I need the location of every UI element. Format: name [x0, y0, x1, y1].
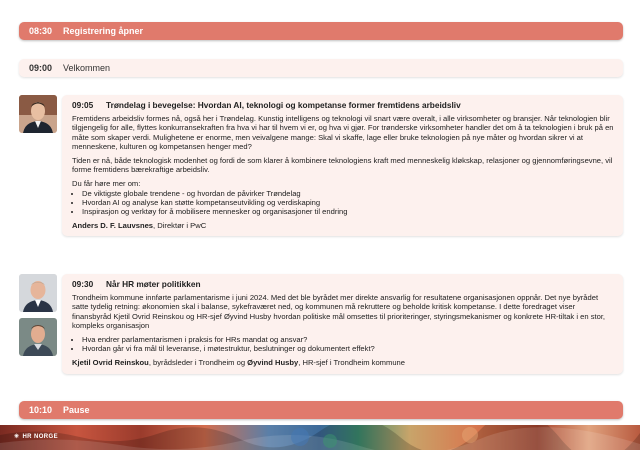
session-title: Når HR møter politikken: [106, 279, 201, 289]
speaker-name: Kjetil Ovrid Reinskou: [72, 358, 149, 368]
speaker-role: , Direktør i PwC: [153, 221, 207, 231]
speaker-avatar-reinskou: [19, 274, 57, 312]
registration-bar: [19, 22, 623, 40]
pause-time: 10:10: [29, 405, 53, 415]
session-description: Fremtidens arbeidsliv formes nå, også her i Trøndelag. Kunstig intelligens og teknologi vil snart være overalt, i alle virksomheter og bransjer. Når teknologien blir tilgjengelig for alle, flyttes konkurransekraften fra hva vi har til hvem vi er, og hva vi gjør. For trønderske virksomheter handler det om å ta teknologien i bruk på en måte som skaper verdi. Mulighetene er enorme, men veivalgene mange: Skal vi skaffe, lage eller bruke teknologien på nye måter og hvordan sikrer vi at menneskene, kulturen og kompetansen henger med?: [72, 114, 614, 151]
session-time: 09:30: [72, 279, 94, 289]
speaker-avatar-lauvsnes: [19, 95, 57, 133]
hr-norge-logo: [14, 433, 58, 440]
list-item: • Hvordan AI og analyse kan støtte kompetanseutvikling og verdiskaping: [82, 198, 615, 207]
registration-label: Registrering åpner: [63, 26, 144, 36]
session-description: Trondheim kommune innførte parlamentarisme i juni 2024. Med det ble byrådet mer direkte ansvarlig for resultatene organisasjonen oppnår. Det nye byrådet satte tydelig retning: økonomien skal i balanse, sykefraværet ned, og kommunen må rekruttere og beholde kritisk kompetanse. I dette foredraget viser finansbyråd Kjetil Ovrid Reinskou og HR-sjef Øyvind Husby hvordan politiske mål omsettes til prioriteringer, styringsmekanismer og konkrete HR-tiltak i en stor, kompleks organisasjon: [72, 293, 606, 330]
pause-bar: [19, 401, 623, 419]
list-item: • Hvordan går vi fra mål til leveranse, i møtestruktur, beslutninger og dokumentert effekt?: [82, 344, 615, 353]
pause-label: Pause: [63, 405, 90, 415]
registration-time: 08:30: [29, 26, 53, 36]
session-description-2: Tiden er nå, både teknologisk modenhet og fordi de som klarer å kombinere teknologiens kraft med menneskelig kløkskap, relasjoner og gjennomføringsevne, vil forme fremtidens bærekraftige arbeidsliv.: [72, 156, 613, 175]
welcome-bar: [19, 59, 623, 77]
footer-pattern: [0, 425, 640, 450]
question-list: [72, 335, 615, 353]
speaker-line: [72, 358, 615, 367]
speaker-name: Anders D. F. Lauvsnes: [72, 221, 154, 231]
session-card-trondelag: [62, 95, 623, 236]
speaker-role: , byrådsleder i Trondheim og: [148, 358, 248, 368]
session-title: Trøndelag i bevegelse: Hvordan AI, teknologi og kompetanse former fremtidens arbeidsliv: [106, 100, 461, 110]
list-item: • De viktigste globale trendene - og hvordan de påvirker Trøndelag: [82, 189, 615, 198]
speaker-name: Øyvind Husby: [247, 358, 299, 368]
footer-banner: [0, 425, 640, 450]
session-header: [72, 101, 615, 110]
welcome-label: Velkommen: [63, 63, 111, 73]
welcome-time: 09:00: [29, 63, 53, 73]
list-item: • Inspirasjon og verktøy for å mobilisere mennesker og organisasjoner til endring: [82, 207, 615, 216]
bullets-intro: Du får høre mer om:: [72, 179, 141, 189]
logo-text: HR NORGE: [22, 433, 58, 440]
session-time: 09:05: [72, 100, 94, 110]
speaker-avatar-husby: [19, 318, 57, 356]
list-item: • Hva endrer parlamentarismen i praksis for HRs mandat og ansvar?: [82, 335, 615, 344]
session-card-hr-politics: [62, 274, 623, 374]
speaker-line: [72, 221, 615, 230]
session-header: [72, 280, 615, 289]
speaker-role: , HR-sjef i Trondheim kommune: [298, 358, 406, 368]
logo-mark-icon: ✳: [14, 434, 20, 440]
topic-list: [72, 189, 615, 217]
